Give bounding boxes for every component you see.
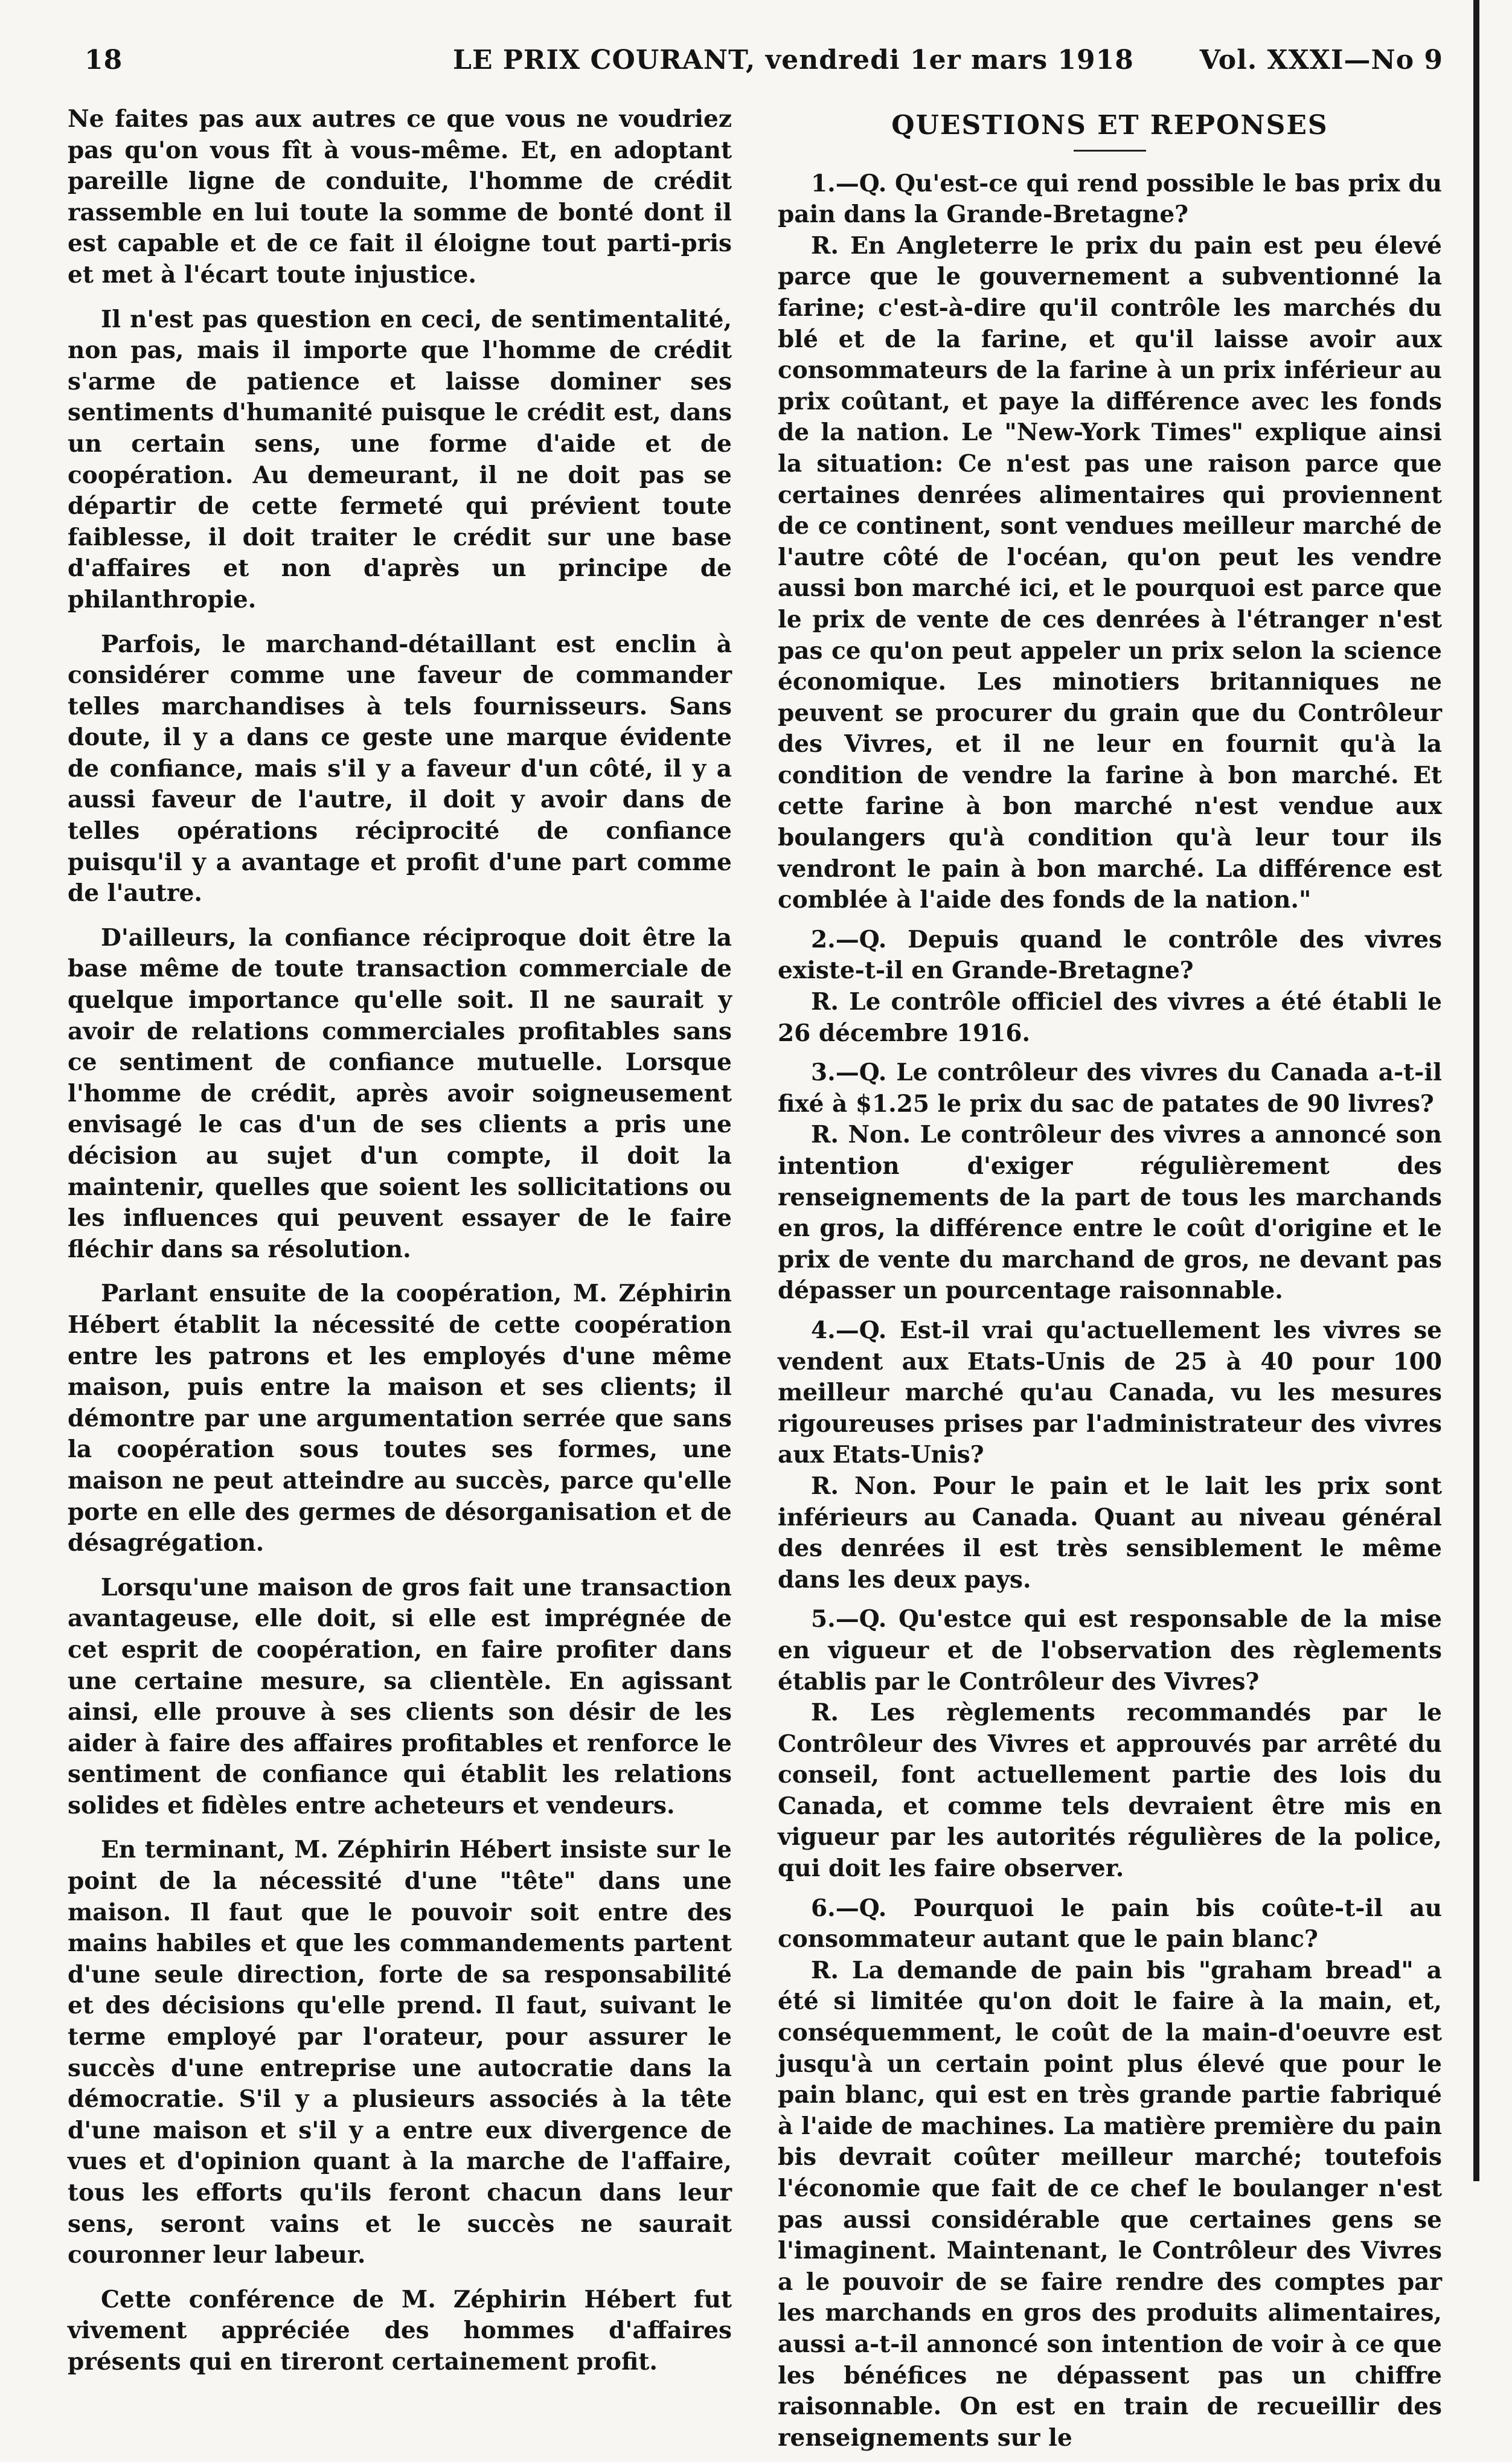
publication-title: LE PRIX COURANT, vendredi 1er mars 1918 <box>453 45 1134 75</box>
page-number: 18 <box>85 45 123 75</box>
answer: R. Les règlements recommandés par le Contrôleur des Vivres et approuvés par arrêté du conseil, font actuellement partie des lois du Canada, et comme tels devraient être mis en vigueur par les autorités régulières de la police, qui doit les faire observer. <box>778 1699 1442 1883</box>
answer: R. Non. Le contrôleur des vivres a annoncé son intention d'exiger régulièrement des renseignements de la part de tous les marchands en gros, la différence entre le coût d'origine et le prix de vente du marchand de gros, ne devant pas dépasser un pourcentage raisonnable. <box>778 1121 1442 1305</box>
left-column <box>68 104 732 2391</box>
qa-item <box>778 925 1442 1049</box>
question: 1.—Q. Qu'est-ce qui rend possible le bas prix du pain dans la Grande-Bretagne? <box>778 169 1442 229</box>
question: 6.—Q. Pourquoi le pain bis coûte-t-il au consommateur autant que le pain blanc? <box>778 1894 1442 1954</box>
qa-item <box>778 1057 1442 1307</box>
paragraph: En terminant, M. Zéphirin Hébert insiste sur le point de la nécessité d'une "tête" dans une maison. Il faut que le pouvoir soit entre des mains habiles et que les commandements partent d'une seule direction, forte de sa responsabilité et des décisions qu'elle prend. Il faut, suivant le terme employé par l'orateur, pour assurer le succès d'une entreprise une autocratie dans la démocratie. S'il y a plusieurs associés à la tête d'une maison et s'il y a entre eux divergence de vues et d'opinion quant à la marche de l'affaire, tous les efforts qu'ils feront chacun dans leur sens, seront vains et le succès ne saurait couronner leur labeur. <box>68 1836 732 2269</box>
paragraph: Lorsqu'une maison de gros fait une transaction avantageuse, elle doit, si elle est imprégnée de cet esprit de coopération, en faire profiter dans une certaine mesure, sa clientèle. En agissant ainsi, elle prouve à ses clients son désir de les aider à faire des affaires profitables et renforce le sentiment de confiance qui établit les relations solides et fidèles entre acheteurs et vendeurs. <box>68 1573 732 1819</box>
answer: R. La demande de pain bis "graham bread" a été si limitée qu'on doit le faire à la main, et, conséquemment, le coût de la main-d'oeuvre est jusqu'à un certain point plus élevé que pour le pain blanc, qui est en très grande partie fabriqué à l'aide de machines. La matière première du pain bis devrait coûter meilleur marché; toutefois l'économie que fait de ce chef le boulanger n'est pas aussi considérable que certaines gens se l'imaginent. Maintenant, le Contrôleur des Vivres a le pouvoir de se faire rendre des comptes par les marchands en gros des produits alimentaires, aussi a-t-il annoncé son intention de voir à ce que les bénéfices ne dépassent pas un chiffre raisonnable. On est en train de recueillir des renseignements sur le <box>778 1956 1442 2452</box>
question: 2.—Q. Depuis quand le contrôle des vivres existe-t-il en Grande-Bretagne? <box>778 925 1442 985</box>
right-column <box>778 104 1442 2462</box>
answer: R. En Angleterre le prix du pain est peu élevé parce que le gouvernement a subventionné la farine; c'est-à-dire qu'il contrôle les marchés du blé et de la farine, et qu'il laisse avoir aux consommateurs de la farine à un prix inférieur au prix coûtant, et paye la différence avec les fonds de la nation. Le "New-York Times" explique ainsi la situation: Ce n'est pas une raison parce que certaines denrées alimentaires qui proviennent de ce continent, sont vendues meilleur marché de l'autre côté de l'océan, qu'on peut les vendre aussi bon marché ici, et le pourquoi est parce que le prix de vente de ces denrées à l'étranger n'est pas ce qu'on peut appeler un prix selon la science économique. Les minotiers britanniques ne peuvent se procurer du grain que du Contrôleur des Vivres, et il ne leur en fournit qu'à la condition de vendre la farine à bon marché. Et cette farine à bon marché n'est vendue aux boulangers qu'à condition qu'à leur tour ils vendront le pain à bon marché. La différence est comblée à l'aide des fonds de la nation." <box>778 231 1442 914</box>
question: 5.—Q. Qu'estce qui est responsable de la mise en vigueur et de l'observation des règlements établis par le Contrôleur des Vivres? <box>778 1605 1442 1696</box>
paragraph: Ne faites pas aux autres ce que vous ne voudriez pas qu'on vous fît à vous-même. Et, en adoptant pareille ligne de conduite, l'homme de crédit rassemble en lui toute la somme de bonté dont il est capable et de ce fait il éloigne tout parti-pris et met à l'écart toute injustice. <box>68 105 732 289</box>
paragraph: D'ailleurs, la confiance réciproque doit être la base même de toute transaction commerciale de quelque importance qu'elle soit. Il ne saurait y avoir de relations commerciales profitables sans ce sentiment de confiance mutuelle. Lorsque l'homme de crédit, après avoir soigneusement envisagé le cas d'un de ses clients a pris une décision au sujet d'un compte, il doit la maintenir, quelles que soient les sollicitations ou les influences qui peuvent essayer de le faire fléchir dans sa résolution. <box>68 923 732 1263</box>
paragraph: Il n'est pas question en ceci, de sentimentalité, non pas, mais il importe que l'homme de crédit s'arme de patience et laisse dominer ses sentiments d'humanité puisque le crédit est, dans un certain sens, une forme d'aide et de coopération. Au demeurant, il ne doit pas se départir de cette fermeté qui prévient toute faiblesse, il doit traiter le crédit sur une base d'affaires et non d'après un principe de philanthropie. <box>68 305 732 614</box>
qa-item <box>778 1604 1442 1884</box>
question: 3.—Q. Le contrôleur des vivres du Canada a-t-il fixé à $1.25 le prix du sac de patates de 90 livres? <box>778 1059 1442 1118</box>
qa-item <box>778 168 1442 916</box>
qa-item <box>778 1893 1442 2454</box>
question: 4.—Q. Est-il vrai qu'actuellement les vivres se vendent aux Etats-Unis de 25 à 40 pour 100 meilleur marché qu'au Canada, vu les mesures rigoureuses prises par l'administrateur des vivres aux Etats-Unis? <box>778 1316 1442 1469</box>
page-header <box>85 36 1443 91</box>
answer: R. Le contrôle officiel des vivres a été établi le 26 décembre 1916. <box>778 988 1442 1047</box>
volume-number: Vol. XXXI—No 9 <box>1199 45 1443 75</box>
section-title: QUESTIONS ET REPONSES <box>891 110 1328 141</box>
page-edge-line <box>1473 0 1479 2181</box>
answer: R. Non. Pour le pain et le lait les prix sont inférieurs au Canada. Quant au niveau général des denrées il est très sensiblement le même dans les deux pays. <box>778 1472 1442 1594</box>
paragraph: Cette conférence de M. Zéphirin Hébert fut vivement appréciée des hommes d'affaires présents qui en tireront certainement profit. <box>68 2285 732 2376</box>
paragraph: Parlant ensuite de la coopération, M. Zéphirin Hébert établit la nécessité de cette coopération entre les patrons et les employés d'une même maison, puis entre la maison et ses clients; il démontre par une argumentation serrée que sans la coopération sous toutes ses formes, une maison ne peut atteindre au succès, parce qu'elle porte en elle des germes de désorganisation et de désagrégation. <box>68 1280 732 1557</box>
section-rule <box>1074 150 1146 152</box>
qa-item <box>778 1315 1442 1595</box>
paragraph: Parfois, le marchand-détaillant est enclin à considérer comme une faveur de commander telles marchandises à tels fournisseurs. Sans doute, il y a dans ce geste une marque évidente de confiance, mais s'il y a faveur d'un côté, il y a aussi faveur de l'autre, il doit y avoir dans de telles opérations réciprocité de confiance puisqu'il y a avantage et profit d'une part comme de l'autre. <box>68 630 732 908</box>
